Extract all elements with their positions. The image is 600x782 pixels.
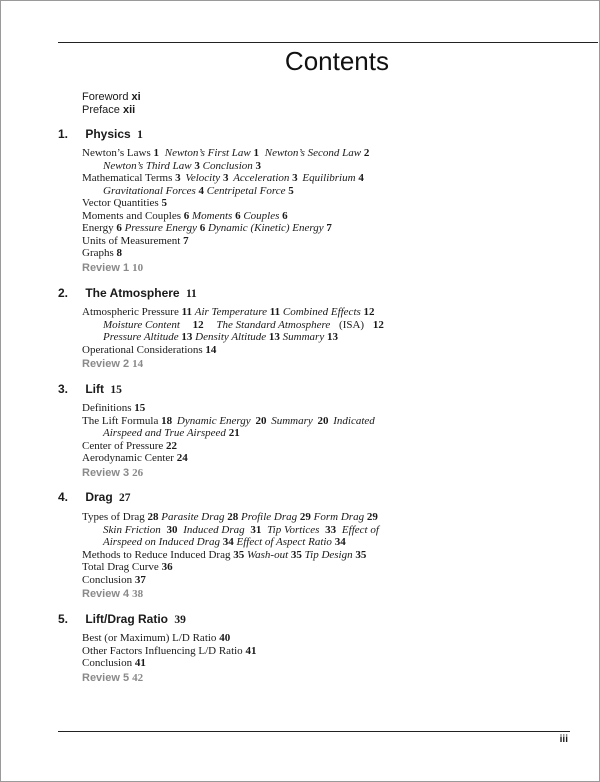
toc-line [82,427,392,440]
chapter-review[interactable] [82,672,392,685]
toc-page: 34 [334,536,346,548]
toc-line [82,657,392,670]
chapter-number: 4. [58,490,69,504]
toc-page: 30 [166,523,178,536]
toc-page: 29 [299,511,311,523]
review-label: Review 2 [82,358,130,370]
toc-page: 5 [161,197,167,209]
toc-line [82,306,392,319]
toc-subentry[interactable]: Effect of Aspect Ratio [236,536,332,548]
toc-entry[interactable]: The Lift Formula [82,414,159,427]
toc-page: 18 [161,414,173,427]
toc-page: 12 [192,318,204,331]
chapter-number: 2. [58,286,69,300]
toc-page: 34 [222,536,234,548]
toc-page: 31 [250,523,262,536]
toc-line [82,147,392,160]
review-label: Review 5 [82,671,130,684]
toc-page: xii [122,104,136,116]
chapter-page: 27 [119,492,131,504]
toc-subentry[interactable]: Airspeed and True Airspeed [103,427,226,439]
chapter-page: 1 [137,129,143,141]
toc-subentry[interactable]: Combined Effects [282,306,361,318]
toc-page: 41 [134,657,146,669]
toc-page: 35 [355,548,367,561]
toc-page: 3 [255,159,262,172]
toc-entry[interactable]: Units of Measurement [82,234,181,247]
toc-line [82,185,392,198]
review-page: 14 [132,358,144,370]
toc-page: 13 [326,331,338,343]
toc-entry[interactable]: Other Factors Influencing L/D Ratio [82,644,243,657]
toc-subentry[interactable]: Air Temperature [194,306,267,318]
toc-subentry[interactable]: Skin Friction [103,523,161,536]
toc-subentry[interactable]: The Standard Atmosphere [216,318,331,331]
toc-line [82,524,392,537]
chapter-4-heading[interactable] [58,490,131,506]
toc-subentry[interactable]: Newton’s Third Law [103,159,192,172]
toc-line [82,331,392,344]
toc-subentry[interactable]: Airspeed on Induced Drag [103,536,221,548]
toc-entry[interactable]: Total Drag Curve [82,561,159,573]
toc-line [82,197,392,210]
chapter-number: 3. [58,382,69,396]
toc-preface[interactable] [82,104,135,117]
toc-subentry[interactable]: Equilibrium [302,172,356,184]
toc-subentry[interactable]: Centripetal Force [206,184,286,197]
toc-page: 22 [166,439,178,452]
chapter-review[interactable] [82,358,392,371]
toc-subentry[interactable]: Dynamic (Kinetic) Energy [207,222,324,234]
toc-subentry[interactable]: Couples [243,209,280,222]
chapter-3-heading[interactable] [58,382,122,398]
toc-page: 6 [183,209,190,222]
toc-page: 14 [205,343,217,356]
toc-page: 35 [233,548,245,561]
top-rule [58,42,598,43]
toc-page: 11 [269,306,281,318]
bottom-rule [58,731,570,732]
toc-entry[interactable]: Conclusion [82,657,133,669]
toc-line [82,536,392,549]
chapter-title: Physics [85,127,131,141]
chapter-title: The Atmosphere [85,286,180,300]
toc-entry[interactable]: Mathematical Terms [82,172,173,184]
toc-page: xi [131,91,141,103]
toc-subentry[interactable]: Acceleration [233,172,290,184]
review-page: 42 [132,671,144,684]
toc-subentry[interactable]: Summary [271,414,313,427]
chapter-page: 11 [185,288,197,300]
toc-subentry[interactable]: Induced Drag [183,523,245,536]
chapter-2-entries [82,306,392,371]
toc-line [82,645,392,658]
toc-page: 24 [176,452,188,464]
toc-subentry[interactable]: Dynamic Energy [176,414,251,427]
toc-page: 4 [198,184,205,197]
toc-page: 6 [116,222,122,234]
toc-line [82,247,392,260]
review-page: 38 [132,588,144,600]
toc-entry[interactable]: Atmospheric Pressure [82,306,179,318]
chapter-1-entries [82,147,392,275]
toc-entry[interactable]: Center of Pressure [82,439,164,452]
chapter-review[interactable] [82,467,392,480]
toc-entry[interactable]: Moments and Couples [82,209,181,222]
toc-line [82,210,392,223]
toc-page: 11 [181,306,192,318]
toc-page: 1 [153,147,159,159]
toc-line [82,574,392,587]
toc-subentry[interactable]: Gravitational Forces [103,184,196,197]
review-page: 26 [132,466,144,479]
toc-entry[interactable]: Operational Considerations [82,343,203,356]
chapter-number: 5. [58,612,69,626]
toc-page: 20 [317,414,329,427]
toc-page: 5 [288,184,294,197]
toc-page: 15 [134,402,146,414]
toc-line [82,440,392,453]
review-label: Review 1 [82,261,130,274]
toc-entry[interactable]: Methods to Reduce Induced Drag [82,548,231,561]
chapter-title: Drag [85,490,113,504]
toc-subentry[interactable]: Tip Design [304,548,353,561]
toc-page: 3 [175,172,181,184]
toc-qualifier: (ISA) [339,318,365,331]
toc-entry[interactable]: Vector Quantities [82,197,159,209]
toc-page: 29 [366,511,378,523]
toc-page: 36 [161,561,173,573]
toc-subentry[interactable]: Indicated [333,414,375,427]
toc-line [82,235,392,248]
toc-page: 3 [194,159,200,172]
toc-page: 1 [253,147,259,159]
toc-line [82,452,392,465]
chapter-review[interactable] [82,262,392,275]
chapter-page: 39 [174,614,186,626]
toc-page: 4 [358,172,364,184]
toc-line [82,402,392,415]
toc-page: 3 [222,172,229,184]
toc-line [82,344,392,357]
toc-entry[interactable]: Aerodynamic Center [82,452,174,464]
toc-line [82,319,392,332]
toc-subentry[interactable]: Summary [282,331,325,343]
chapter-1-heading[interactable] [58,127,143,143]
toc-page: 35 [290,548,302,561]
toc-subentry[interactable]: Moisture Content [103,318,180,331]
toc-page: 21 [228,427,240,439]
chapter-page: 15 [110,384,122,396]
toc-subentry[interactable]: Pressure Energy [124,222,197,234]
toc-line [82,632,392,645]
toc-page: 6 [235,209,241,222]
review-page: 10 [132,261,144,274]
toc-subentry[interactable]: Profile Drag [241,511,298,523]
toc-entry[interactable]: Best (or Maximum) L/D Ratio [82,632,217,644]
toc-page: 8 [116,247,123,259]
toc-entry[interactable]: Definitions [82,402,132,414]
chapter-4-entries [82,511,392,601]
toc-line [82,172,392,185]
review-label: Review 3 [82,466,130,479]
toc-entry[interactable]: Newton’s Laws [82,147,151,159]
toc-entry[interactable]: Energy [82,222,114,234]
toc-page: 13 [181,331,193,343]
chapter-review[interactable] [82,588,392,601]
toc-page: 12 [363,306,375,318]
toc-subentry[interactable]: Newton’s Second Law [264,147,362,159]
toc-subentry[interactable]: Effect of [341,523,379,536]
toc-page: 12 [372,318,384,331]
toc-page: 41 [245,644,257,657]
toc-entry[interactable]: Types of Drag [82,511,145,523]
toc-subentry[interactable]: Form Drag [313,511,365,523]
chapter-number: 1. [58,127,69,141]
toc-page: 13 [268,331,280,343]
toc-subentry[interactable]: Moments [192,209,233,222]
toc-page: 7 [183,234,189,247]
toc-page: 7 [326,222,332,234]
toc-subentry[interactable]: Pressure Altitude [103,331,179,343]
toc-page: 37 [134,573,146,586]
chapter-title: Lift [85,382,104,396]
toc-page: 28 [227,511,239,523]
toc-entry[interactable]: Graphs [82,247,114,259]
toc-subentry[interactable]: Parasite Drag [161,511,225,523]
toc-line [82,160,392,173]
toc-page: 3 [292,172,298,184]
toc-line [82,561,392,574]
toc-subentry[interactable]: Tip Vortices [267,523,320,536]
toc-subentry[interactable]: Newton’s First Law [164,147,251,159]
toc-line [82,415,392,428]
toc-page: 6 [199,222,206,234]
page-title: Contents [284,46,389,76]
toc-label: Foreword [82,91,129,103]
toc-foreword[interactable] [82,91,141,104]
toc-subentry[interactable]: Density Altitude [195,331,267,343]
chapter-title: Lift/Drag Ratio [85,612,169,626]
toc-page: 20 [255,414,267,427]
toc-page: 6 [282,209,288,222]
toc-page: 40 [219,632,231,644]
toc-line [82,549,392,562]
toc-subentry[interactable]: Wash-out [246,548,289,561]
toc-subentry[interactable]: Velocity [185,172,221,184]
chapter-5-entries [82,632,392,685]
toc-entry[interactable]: Conclusion [82,573,133,586]
chapter-3-entries [82,402,392,480]
chapter-5-heading[interactable] [58,612,186,628]
toc-page: 28 [147,511,159,523]
toc-page: 2 [363,147,370,159]
toc-subentry[interactable]: Conclusion [202,159,253,172]
toc-label: Preface [82,104,120,116]
toc-line [82,511,392,524]
toc-line [82,222,392,235]
page-number: iii [559,734,568,745]
review-label: Review 4 [82,588,130,600]
toc-page: 33 [325,523,337,536]
chapter-2-heading[interactable] [58,286,197,302]
